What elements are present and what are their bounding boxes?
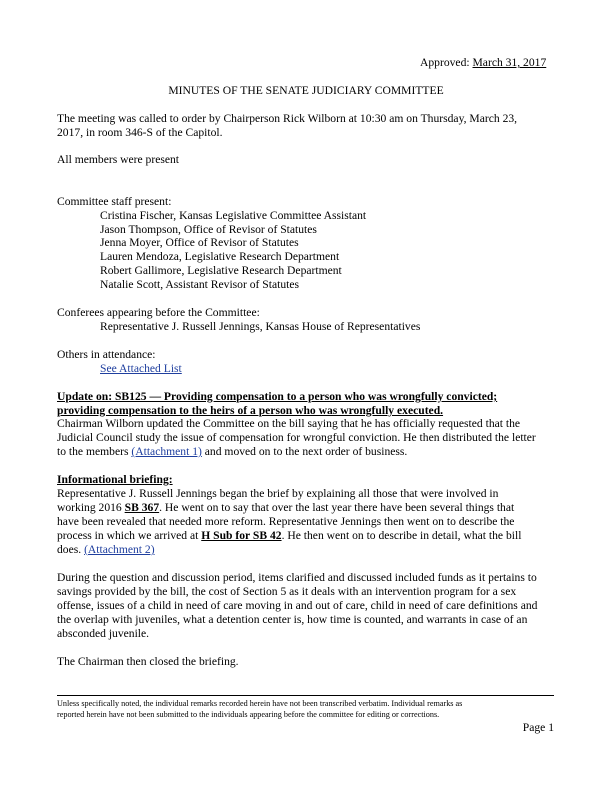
- update-line-3-text: to the members: [57, 445, 132, 458]
- briefing-line-4: [57, 529, 521, 543]
- staff-member: Jenna Moyer, Office of Revisor of Statutes: [100, 236, 299, 249]
- briefing-line-3: have been revealed that needed more reform. Representative Jennings then went on to describe the: [57, 515, 515, 528]
- discussion-line: offense, issues of a child in need of care moving in and out of care, child in need of care definitions and: [57, 599, 538, 612]
- page-number: Page 1: [522, 721, 554, 734]
- footer-note-line-2: reported herein have not been submitted to the individuals appearing before the committee for editing or corrections.: [57, 710, 440, 719]
- update-heading-line-1: Update on: SB125 — Providing compensation to a person who was wrongfully convicted;: [57, 390, 498, 403]
- update-line-1: Chairman Wilborn updated the Committee on the bill saying that he has officially requested that the: [57, 417, 521, 430]
- approved-label: Approved:: [420, 56, 470, 69]
- discussion-line: During the question and discussion period, items clarified and discussed included funds as it pertains to: [57, 571, 537, 584]
- members-present: All members were present: [57, 153, 180, 166]
- briefing-heading: Informational briefing:: [57, 473, 173, 486]
- closing-line: The Chairman then closed the briefing.: [57, 655, 239, 668]
- bill-h-sub-sb42: H Sub for SB 42: [201, 529, 282, 542]
- footer-note-line-1: Unless specifically noted, the individual remarks recorded herein have not been transcribed verbatim. Individual remarks as: [57, 699, 463, 708]
- conferee-name: Representative J. Russell Jennings, Kansas House of Representatives: [100, 320, 421, 333]
- bill-sb367: SB 367: [124, 501, 160, 514]
- briefing-line-2: [57, 501, 514, 515]
- attachment-2-link[interactable]: (Attachment 2): [84, 543, 155, 556]
- footer-divider: [57, 695, 554, 696]
- approved-date: March 31, 2017: [472, 56, 547, 69]
- briefing-line-4-text-end: . He then went on to describe in detail, what the bill: [281, 529, 522, 542]
- briefing-line-5: [57, 543, 155, 557]
- attached-list-link[interactable]: See Attached List: [100, 362, 182, 375]
- update-line-3: [57, 445, 407, 459]
- intro-line-2: 2017, in room 346-S of the Capitol.: [57, 126, 223, 139]
- others-heading: Others in attendance:: [57, 348, 156, 361]
- conferees-heading: Conferees appearing before the Committee:: [57, 306, 260, 319]
- discussion-line: absconded juvenile.: [57, 627, 150, 640]
- staff-member: Cristina Fischer, Kansas Legislative Committee Assistant: [100, 209, 367, 222]
- briefing-line-5-text: does.: [57, 543, 85, 556]
- briefing-line-4-text: process in which we arrived at: [57, 529, 202, 542]
- briefing-line-2-text-end: . He went on to say that over the last year there have been several things that: [159, 501, 515, 514]
- attachment-1-link[interactable]: (Attachment 1): [131, 445, 202, 458]
- staff-member: Natalie Scott, Assistant Revisor of Statutes: [100, 278, 300, 291]
- update-heading-line-2: providing compensation to the heirs of a person who was wrongfully executed.: [57, 404, 444, 417]
- intro-line-1: The meeting was called to order by Chairperson Rick Wilborn at 10:30 am on Thursday, March 23,: [57, 112, 518, 125]
- staff-member: Robert Gallimore, Legislative Research Department: [100, 264, 342, 277]
- staff-member: Lauren Mendoza, Legislative Research Department: [100, 250, 340, 263]
- update-line-2: Judicial Council study the issue of compensation for wrongful conviction. He then distributed the letter: [57, 431, 536, 444]
- briefing-line-1: Representative J. Russell Jennings began the brief by explaining all those that were involved in: [57, 487, 499, 500]
- briefing-line-2-text: working 2016: [57, 501, 125, 514]
- discussion-line: the overlap with juveniles, what a detention center is, how time is counted, and warrants in case of an: [57, 613, 528, 626]
- update-line-3-text-end: and moved on to the next order of business.: [201, 445, 408, 458]
- staff-member: Jason Thompson, Office of Revisor of Statutes: [100, 223, 317, 236]
- staff-heading: Committee staff present:: [57, 195, 172, 208]
- discussion-line: savings provided by the bill, the cost of Section 5 as it deals with an intervention program for a sex: [57, 585, 517, 598]
- approval-line: [420, 56, 546, 70]
- page-title: MINUTES OF THE SENATE JUDICIARY COMMITTEE: [168, 84, 444, 97]
